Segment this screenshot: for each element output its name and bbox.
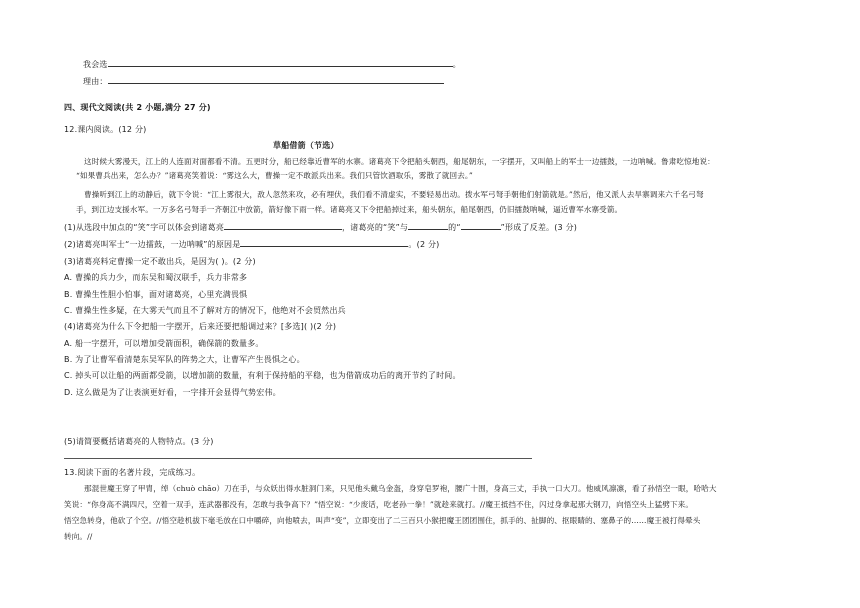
passage-p1-l2: “如果曹兵出来，怎么办？”诸葛亮笑着说：“雾这么大，曹操一定不敢派兵出来。我们只管饮酒取乐，雾散了就回去。” [76,171,473,180]
sub5-answer-line[interactable] [64,458,532,459]
sub4-option-d: D. 这么做是为了让表演更好看，一字排开会显得气势宏伟。 [64,388,281,397]
reason-blank[interactable] [108,75,444,84]
sub3-option-b: B. 曹操生性胆小怕事，面对诸葛亮，心里充满畏惧 [64,290,248,299]
section-heading: 四、现代文阅读(共 2 小题,满分 27 分) [64,103,211,112]
sub4-option-b: B. 为了让曹军看清楚东吴军队的阵势之大，让曹军产生畏惧之心。 [64,355,305,364]
passage-p2-l2: 手，到江边支援水军。一万多名弓弩手一齐朝江中放箭，箭好像下雨一样。诸葛亮又下令把船掉过来，船头朝东，船尾朝西，仍旧擂鼓呐喊，逼近曹军水寨受箭。 [76,205,623,214]
reason-line [83,75,444,87]
q13-line-2: 笑说：“你身高不满四尺，空着一双手，连武器都没有，怎敢与我争高下？”悟空说：“少废话，吃老孙一拳！”就趁来就打。//魔王抵挡不住，闪过身拿起那大钢刀，向悟空头上猛劈下来。 [64,500,694,509]
sub3-option-c: C. 曹操生性多疑，在大雾天气而且不了解对方的情况下，他绝对不会贸然出兵 [64,306,346,315]
q13-line-1: 那混世魔王穿了甲胄，绰（chuò chāo）刀在手，与众妖出得水脏洞门来，只见他头戴乌金盔，身穿皂罗袍，腰广十围，身高三丈，手执一口大刀。他威风凛凛，看了孙悟空一眼，哈哈大 [84,484,717,493]
q12-title: 12.课内阅读。(12 分) [64,125,147,134]
sub1-blank-1[interactable] [224,221,342,230]
q12-sub1 [64,221,577,233]
choice-blank[interactable] [108,58,453,67]
sub2-text-b: 。(2 分) [408,240,440,249]
sub4-option-a: A. 船一字摆开，可以增加受箭面积，确保箭的数量多。 [64,339,264,348]
sub1-text-a: (1)从选段中加点的“笑”字可以体会到诸葛亮 [64,223,225,232]
passage-title: 草船借箭（节选） [273,141,339,150]
reason-label: 理由： [83,77,108,86]
sub1-text-d: ”形成了反差。(3 分) [500,223,578,232]
sub2-text-a: (2)诸葛亮叫军士“一边擂鼓，一边呐喊”的原因是 [64,240,241,249]
q13-line-4: 转向。// [64,532,93,541]
q12-sub4: (4)诸葛亮为什么下令把船一字摆开，后来还要把船调过来？[多选]( )(2 分) [64,322,337,331]
choice-label: 我会选 [83,60,108,69]
q12-sub5: (5)请简要概括诸葛亮的人物特点。(3 分) [64,437,214,446]
sub2-blank[interactable] [240,238,408,247]
sub1-text-c: 的“ [448,223,461,232]
sub1-blank-3[interactable] [461,221,501,230]
q13-line-3: 悟空急转身，他砍了个空。//悟空趁机拔下毫毛放在口中嚼碎，向他喷去，叫声“变”，立即变出了二三百只小猴把魔王团团围住，抓手的、扯脚的、抠眼睛的、塞鼻子的……魔王被打得晕头 [64,516,701,525]
choice-end: 。 [452,60,461,69]
q12-sub3: (3)诸葛亮料定曹操一定不敢出兵，是因为( )。(2 分) [64,257,256,266]
sub1-text-b: ，诸葛亮的“笑”与 [342,223,409,232]
sub3-option-a: A. 曹操的兵力少，而东吴和蜀汉联手，兵力非常多 [64,273,248,282]
sub1-blank-2[interactable] [408,221,448,230]
passage-p2-l1: 曹操听到江上的动静后，就下令说：“江上雾很大，敌人忽然来攻，必有埋伏，我们看不清虚实，不要轻易出动。拨水军弓弩手朝他们射箭就是。”然后，他又派人去旱寨调来六千名弓弩 [84,190,704,199]
passage-p1-l1: 这时候大雾漫天，江上的人连面对面都看不清。五更时分，船已经靠近曹军的水寨。诸葛亮下令把船头朝西，船尾朝东，一字摆开，又叫船上的军士一边擂鼓，一边呐喊。鲁肃吃惊地说： [84,157,715,166]
sub4-option-c: C. 掉头可以让船的两面都受箭，以增加箭的数量，有利于保持船的平稳，也为借箭成功后的离开节约了时间。 [64,371,461,380]
q13-title: 13.阅读下面的名著片段，完成练习。 [64,468,201,477]
q12-sub2 [64,238,440,250]
choice-line [83,58,461,70]
